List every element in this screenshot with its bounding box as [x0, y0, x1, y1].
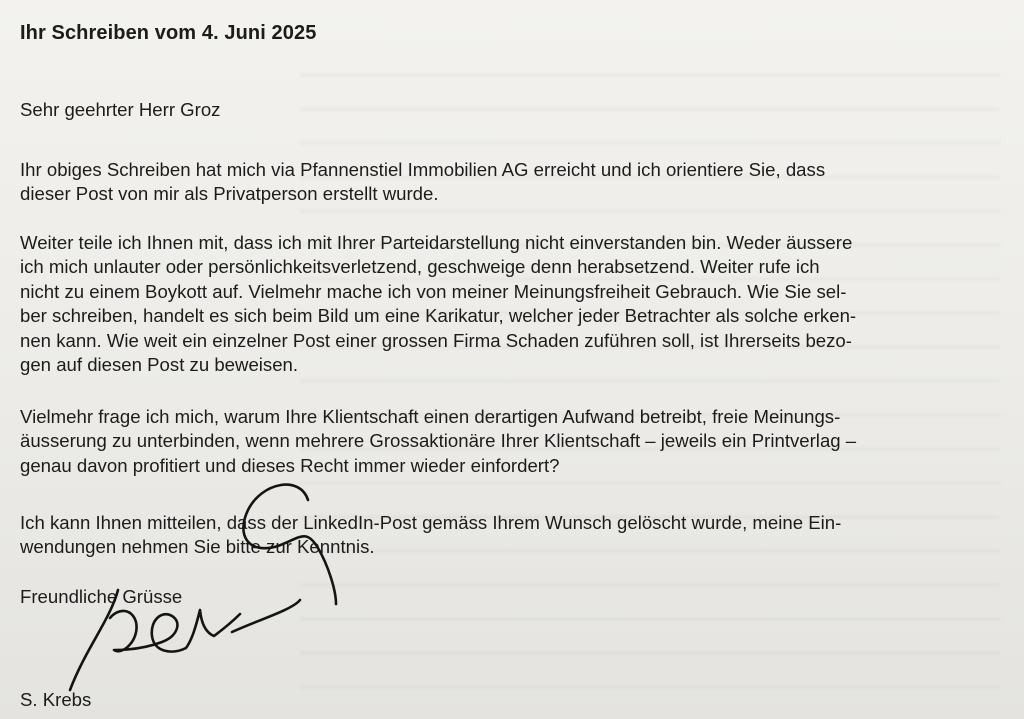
signer-name: S. Krebs	[20, 689, 92, 710]
text-line: Ich kann Ihnen mitteilen, dass der LinkedIn-Post gemäss Ihrem Wunsch gelöscht wurde, meine Ein-	[20, 512, 842, 533]
paragraph-2	[20, 231, 1020, 377]
text-line: genau davon profitiert und dieses Recht immer wieder einfordert?	[20, 454, 560, 476]
text-line: gen auf diesen Post zu beweisen.	[20, 354, 299, 376]
paragraph-1	[20, 158, 1020, 207]
text-line: äusserung zu unterbinden, wenn mehrere Grossaktionäre Ihrer Klientschaft – jeweils ein Printverlag –	[20, 430, 857, 452]
text-line: nicht zu einem Boykott auf. Vielmehr mache ich von meiner Meinungsfreiheit Gebrauch. Wie Sie sel-	[20, 280, 847, 302]
text-line: dieser Post von mir als Privatperson erstellt wurde.	[20, 183, 439, 205]
text-line: Vielmehr frage ich mich, warum Ihre Klientschaft einen derartigen Aufwand betreibt, freie Meinungs-	[20, 406, 841, 427]
text-line: nen kann. Wie weit ein einzelner Post einer grossen Firma Schaden zuführen soll, ist Ihrerseits bezo-	[20, 329, 852, 351]
paragraph-4	[20, 511, 1020, 560]
closing: Freundliche Grüsse	[20, 586, 183, 607]
text-line: ber schreiben, handelt es sich beim Bild um eine Karikatur, welcher jeder Betrachter als solche erken-	[20, 305, 857, 327]
text-line: ich mich unlauter oder persönlichkeitsverletzend, geschweige denn herabsetzend. Weiter rufe ich	[20, 256, 820, 278]
text-line: wendungen nehmen Sie bitte zur Kenntnis.	[20, 536, 375, 558]
paragraph-3	[20, 405, 1020, 478]
subject-line: Ihr Schreiben vom 4. Juni 2025	[20, 22, 317, 44]
salutation: Sehr geehrter Herr Groz	[20, 99, 221, 120]
text-line: Weiter teile ich Ihnen mit, dass ich mit Ihrer Parteidarstellung nicht einverstanden bin. Weder äussere	[20, 232, 853, 253]
text-line: Ihr obiges Schreiben hat mich via Pfannenstiel Immobilien AG erreicht und ich orientiere Sie, dass	[20, 159, 826, 180]
